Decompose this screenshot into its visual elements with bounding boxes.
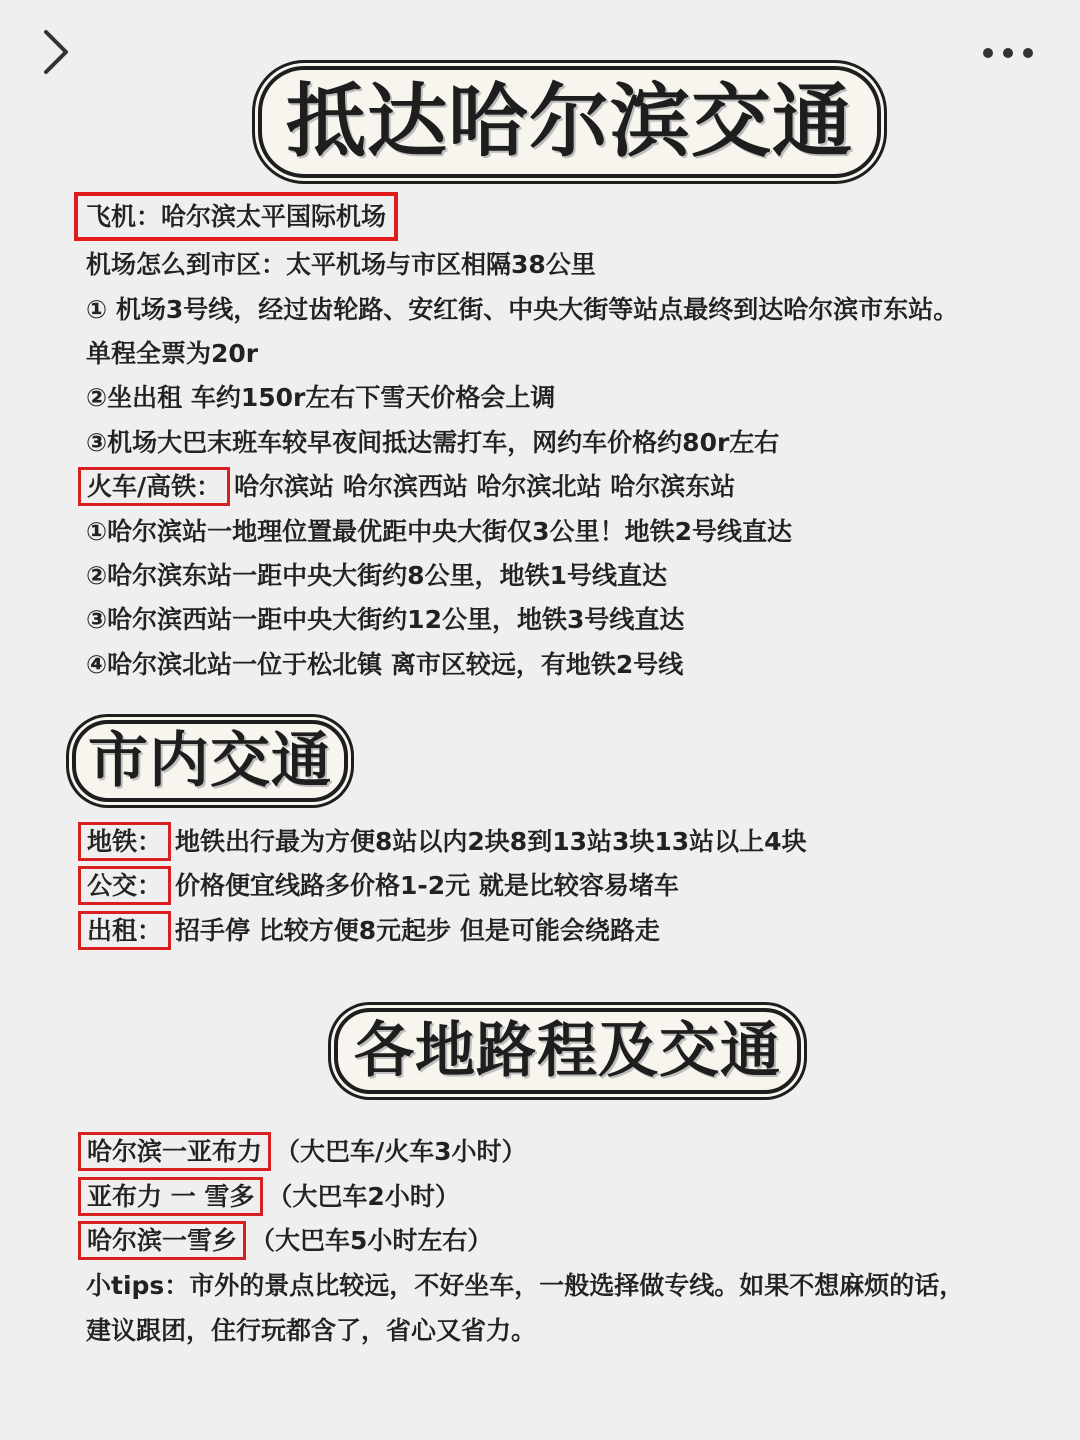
train-s2: ②哈尔滨东站一距中央大街约8公里，地铁1号线直达 — [86, 561, 667, 590]
bus-line — [86, 869, 679, 903]
route-2-text: （大巴车2小时） — [267, 1182, 460, 1211]
title-city: 市内交通 — [72, 720, 348, 802]
train-s3: ③哈尔滨西站一距中央大街约12公里，地铁3号线直达 — [86, 605, 685, 634]
bus-label: 公交： — [78, 866, 171, 905]
airport-opt2: ②坐出租 车约150r左右下雪天价格会上调 — [86, 383, 556, 412]
back-button[interactable] — [36, 26, 76, 78]
route-2-label: 亚布力 一 雪多 — [78, 1177, 263, 1216]
airport-opt3: ③机场大巴末班车较早夜间抵达需打车，网约车价格约80r左右 — [86, 428, 780, 457]
airport-label: 飞机：哈尔滨太平国际机场 — [74, 192, 398, 241]
airport-how: 机场怎么到市区：太平机场与市区相隔38公里 — [86, 250, 596, 279]
train-line — [86, 470, 735, 504]
route-3 — [86, 1224, 492, 1258]
bus-text: 价格便宜线路多价格1-2元 就是比较容易堵车 — [175, 871, 679, 900]
taxi-line — [86, 914, 660, 948]
route-1 — [86, 1135, 527, 1169]
train-label: 火车/高铁： — [78, 467, 230, 506]
metro-label: 地铁： — [78, 822, 171, 861]
airport-line — [86, 200, 402, 234]
train-stations: 哈尔滨站 哈尔滨西站 哈尔滨北站 哈尔滨东站 — [234, 472, 736, 501]
tips-line-1: 小tips：市外的景点比较远，不好坐车，一般选择做专线。如果不想麻烦的话， — [86, 1271, 965, 1300]
train-s1: ①哈尔滨站一地理位置最优距中央大街仅3公里！地铁2号线直达 — [86, 517, 792, 546]
airport-opt1b: 单程全票为20r — [86, 339, 259, 368]
route-3-label: 哈尔滨一雪乡 — [78, 1221, 246, 1260]
route-1-label: 哈尔滨一亚布力 — [78, 1132, 271, 1171]
metro-line — [86, 825, 807, 859]
taxi-text: 招手停 比较方便8元起步 但是可能会绕路走 — [175, 916, 660, 945]
route-3-text: （大巴车5小时左右） — [250, 1226, 493, 1255]
more-button[interactable] — [980, 40, 1036, 66]
train-s4: ④哈尔滨北站一位于松北镇 离市区较远，有地铁2号线 — [86, 650, 684, 679]
route-1-text: （大巴车/火车3小时） — [275, 1137, 527, 1166]
more-dots-icon — [980, 40, 1036, 66]
airport-opt1a: ① 机场3号线，经过齿轮路、安红街、中央大街等站点最终到达哈尔滨市东站。 — [86, 295, 959, 324]
tips-line-2: 建议跟团，住行玩都含了，省心又省力。 — [86, 1316, 537, 1345]
taxi-label: 出租： — [78, 911, 171, 950]
title-arrival: 抵达哈尔滨交通 — [258, 66, 881, 178]
metro-text: 地铁出行最为方便8站以内2块8到13站3块13站以上4块 — [175, 827, 807, 856]
route-2 — [86, 1180, 460, 1214]
chevron-left-icon — [36, 26, 76, 78]
title-routes: 各地路程及交通 — [334, 1008, 801, 1094]
